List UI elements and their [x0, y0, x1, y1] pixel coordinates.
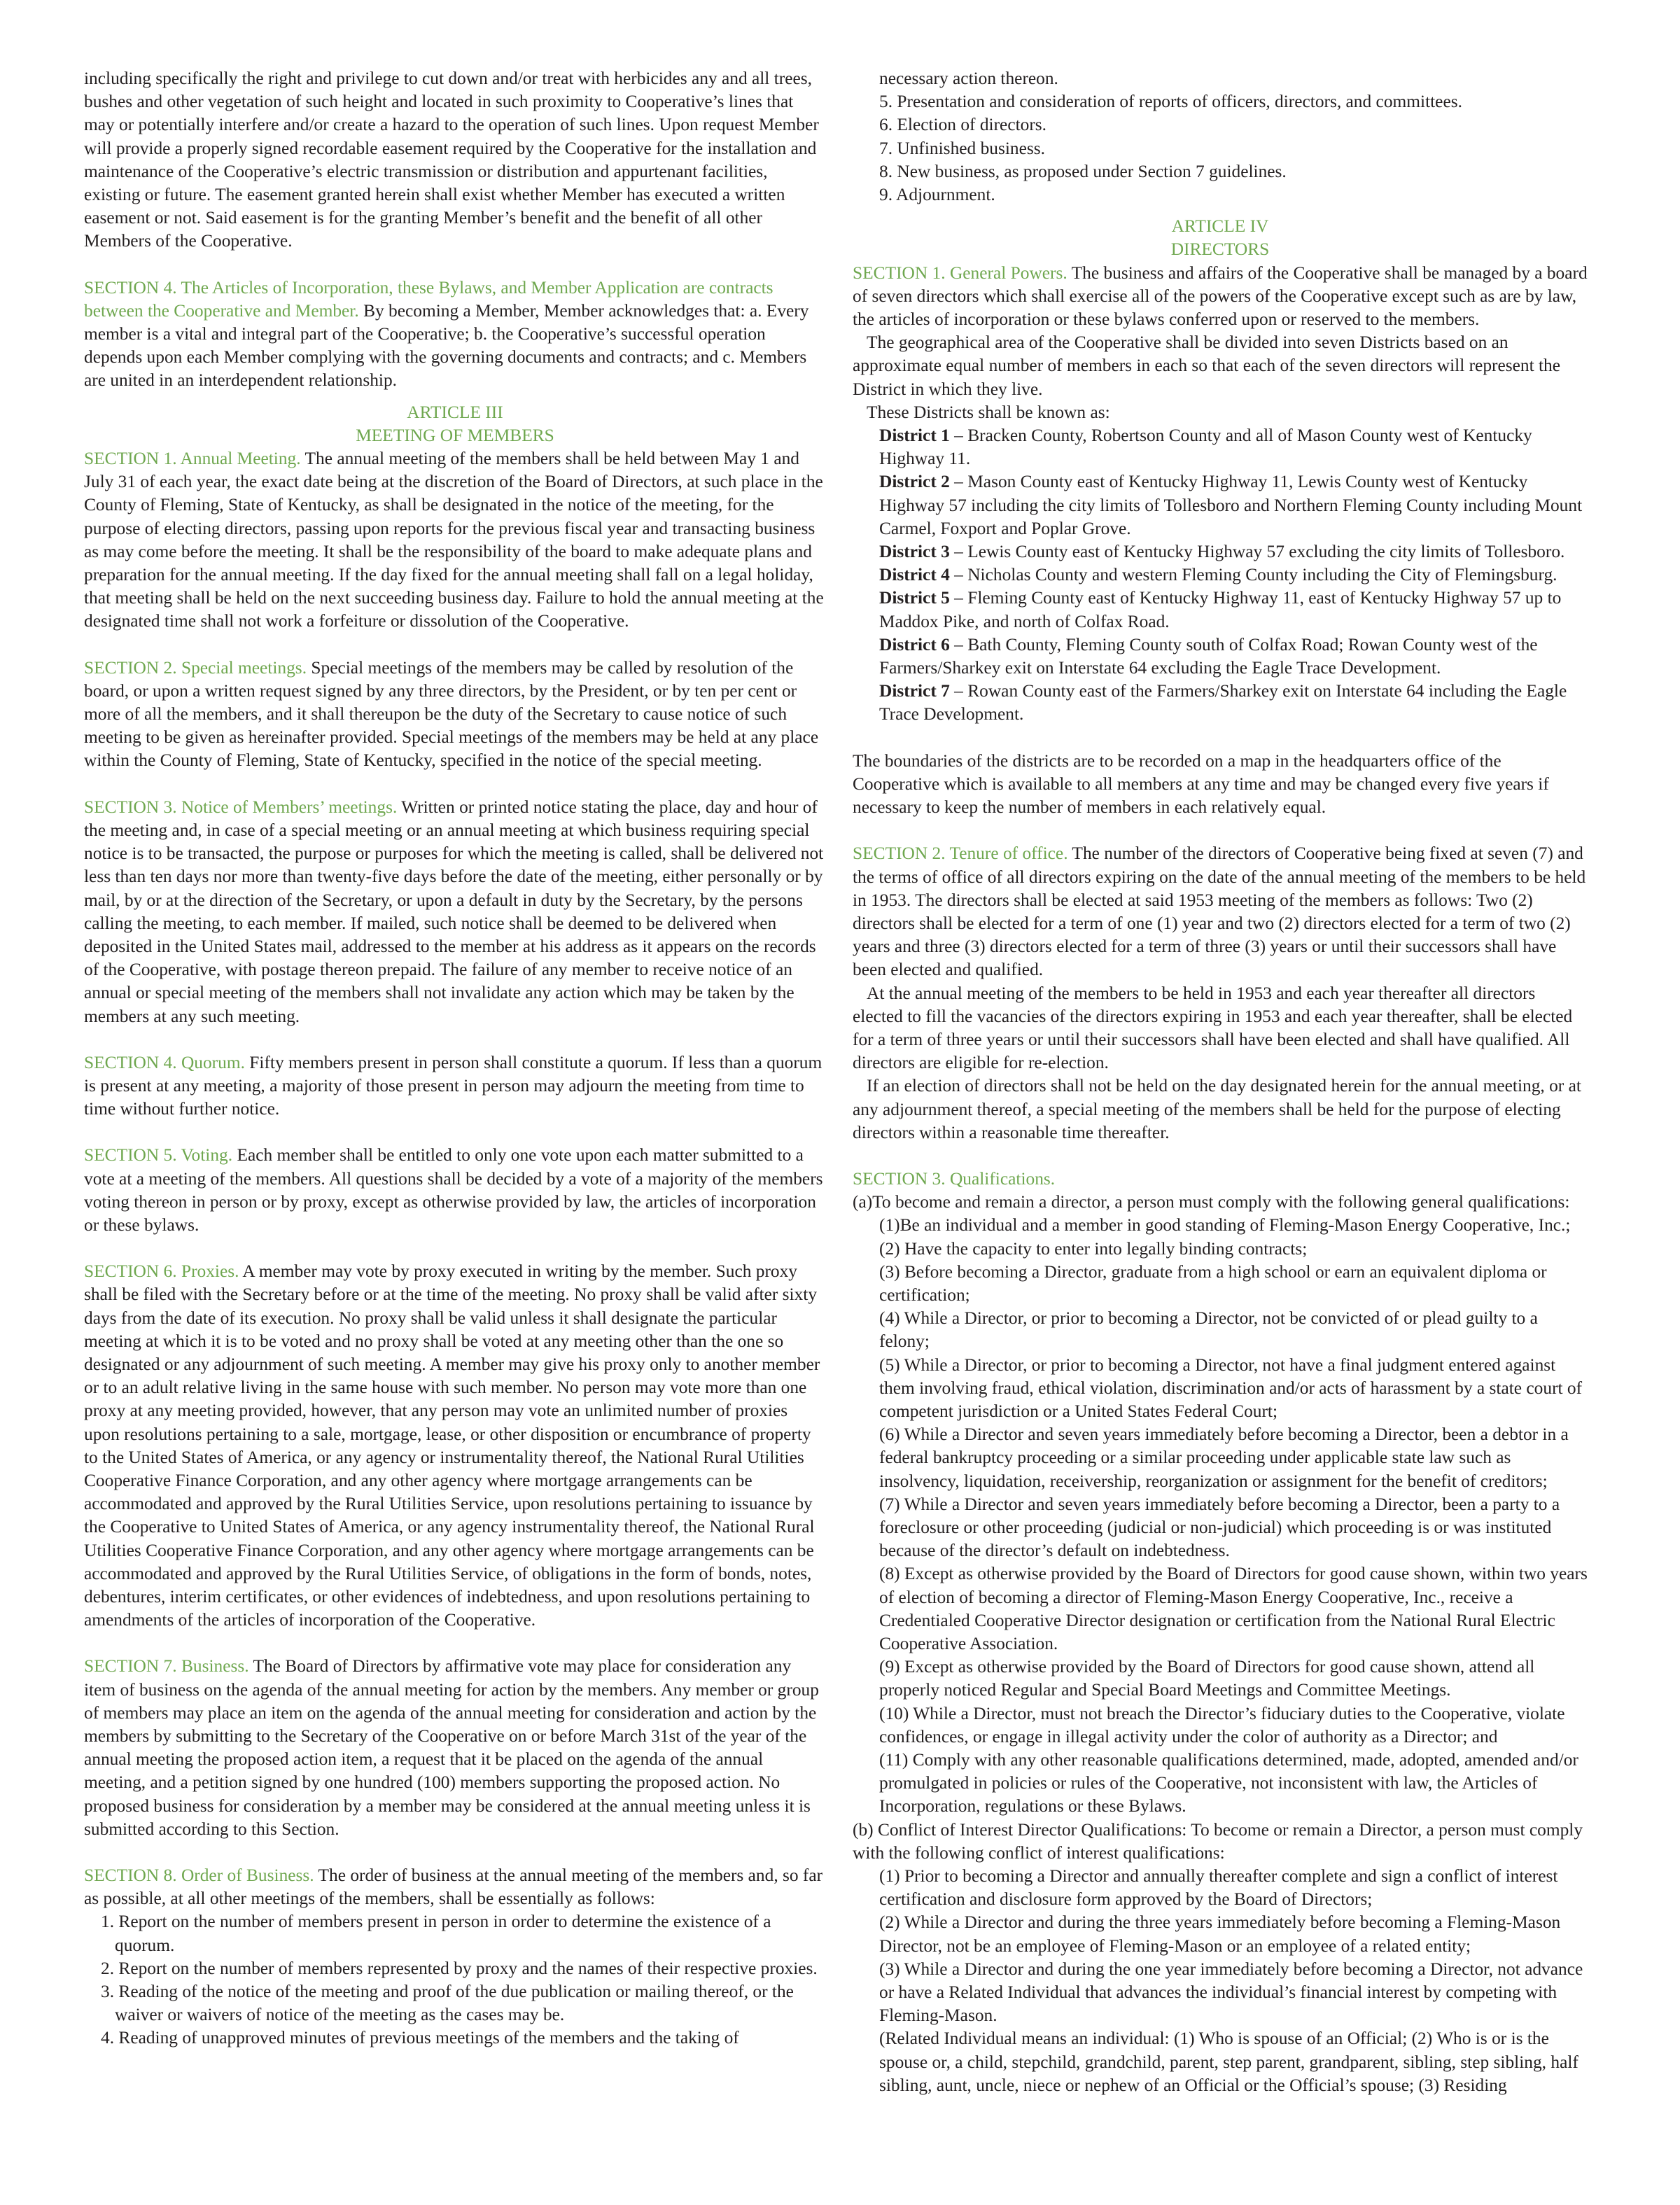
- a4-section-3-heading: SECTION 3. Qualifications.: [853, 1168, 1056, 1189]
- district-boundaries-paragraph: The boundaries of the districts are to be recorded on a map in the headquarters office of the Cooperative which is available to all members at any time and may be changed every five years if necessary to keep the number of members in each relatively equal.: [853, 750, 1549, 818]
- district-1-name: District 1: [879, 426, 950, 446]
- a3-section-5-heading: SECTION 5. Voting.: [84, 1145, 233, 1166]
- a3-section-4-heading: SECTION 4. Quorum.: [84, 1052, 245, 1072]
- district-4: [853, 564, 1588, 587]
- district-1: [853, 424, 1588, 470]
- a3-section-3-body: Written or printed notice stating the place, day and hour of the meeting and, in case of a special meeting or an annual meeting at which business requiring special notice is to be transacted, the purpose or purposes for which the meeting is called, shall be delivered not less than ten days nor more than twenty-five days before the date of the meeting, either personally or by mail, by or at the direction of the Secretary, or upon a default in duty by the Secretary, by the persons calling the meeting, to each member. If mailed, such notice shall be deemed to be delivered when deposited in the United States mail, addressed to the member at his address as it appears on the records of the Cooperative, with postage thereon prepaid. The failure of any member to receive notice of an annual or special meeting of the members shall not invalidate any action which may be taken by the members at any such meeting.: [84, 797, 824, 1026]
- a3-section-5: [84, 1144, 826, 1237]
- order-item-1: 1. Report on the number of members present in person in order to determine the existence of a quorum.: [101, 1912, 771, 1955]
- district-5-name: District 5: [879, 588, 950, 608]
- a3-section-2: [84, 657, 826, 773]
- district-1-text: – Bracken County, Robertson County and all of Mason County west of Kentucky Highway 11.: [879, 426, 1532, 469]
- a3-section-3-heading: SECTION 3. Notice of Members’ meetings.: [84, 797, 398, 817]
- a3-section-8: [84, 1864, 826, 1910]
- qualification-a-8: (8) Except as otherwise provided by the Board of Directors for good cause shown, within two years of election of becoming a director of Fleming-Mason Energy Cooperative, Inc., receive a Credentialed Cooperative Director designation or certification from the National Rural Electric Cooperative Association.: [879, 1564, 1588, 1653]
- a4-section-1-known-as: These Districts shall be known as:: [867, 402, 1110, 422]
- qualification-a-6: (6) While a Director and seven years immediately before becoming a Director, been a debtor in a federal bankruptcy proceeding or a similar proceeding under applicable state law such as insolvency, liquidation, receivership, reorganization or assignment for the benefit of creditors;: [879, 1424, 1569, 1491]
- qualification-a-5: (5) While a Director, or prior to becoming a Director, not have a final judgment entered against them involving fraud, ethical violation, discrimination and/or acts of harassment by a state court of competent jurisdiction or a United States Federal Court;: [879, 1354, 1583, 1421]
- district-3-name: District 3: [879, 542, 950, 562]
- district-3: [853, 540, 1588, 564]
- order-item-8: 8. New business, as proposed under Section 7 guidelines.: [879, 161, 1287, 181]
- qualification-a-1: (1)Be an individual and a member in good standing of Fleming-Mason Energy Cooperative, Inc.;: [879, 1215, 1571, 1236]
- order-item-9: 9. Adjournment.: [879, 185, 995, 205]
- district-4-name: District 4: [879, 565, 950, 585]
- district-7-text: – Rowan County east of the Farmers/Sharkey exit on Interstate 64 including the Eagle Trace Development.: [879, 681, 1567, 724]
- a3-section-2-body: Special meetings of the members may be called by resolution of the board, or upon a written request signed by any three directors, by the President, or by ten per cent or more of all the members, and it shall thereupon be the duty of the Secretary to cause notice of such meeting to be given as hereinafter provided. Special meetings of the members may be held at any place within the County of Fleming, State of Kentucky, specified in the notice of the special meeting.: [84, 657, 819, 771]
- district-4-text: – Nicholas County and western Fleming County including the City of Flemingsburg.: [949, 565, 1558, 585]
- a4-section-2-annual-election: At the annual meeting of the members to be held in 1953 and each year thereafter all directors elected to fill the vacancies of the directors expiring in 1953 and each year thereafter, shall be elected for a term of three years or until their successors shall have been elected and shall have qualified. All directors are eligible for re-election.: [853, 983, 1573, 1073]
- qualification-a-7: (7) While a Director and seven years immediately before becoming a Director, been a party to a foreclosure or other proceeding (judicial or non-judicial) which proceeding is or was instituted because of the director’s default on indebtedness.: [879, 1494, 1560, 1561]
- qualifications-a-intro: (a)To become and remain a director, a person must comply with the following general qualifications:: [853, 1192, 1570, 1212]
- qualification-a-3: (3) Before becoming a Director, graduate from a high school or earn an equivalent diploma or certification;: [879, 1261, 1547, 1305]
- qualification-b-2: (2) While a Director and during the three years immediately before becoming a Fleming-Mason Director, not be an employee of Fleming-Mason or an employee of a related entity;: [879, 1912, 1561, 1956]
- a4-section-2-heading: SECTION 2. Tenure of office.: [853, 844, 1068, 864]
- qualification-b-3: (3) While a Director and during the one year immediately before becoming a Director, not advance or have a Related Individual that advances the individual’s financial interest by competing with Fleming-Mason.: [879, 1959, 1583, 2026]
- a3-section-6: [84, 1260, 826, 1632]
- district-7: [853, 680, 1588, 726]
- right-column: [853, 67, 1588, 2097]
- qualification-b-1: (1) Prior to becoming a Director and annually thereafter complete and sign a conflict of interest certification and disclosure form approved by the Board of Directors;: [879, 1866, 1558, 1910]
- district-6: [853, 634, 1588, 680]
- qualification-a-9: (9) Except as otherwise provided by the Board of Directors for good cause shown, attend all properly noticed Regular and Special Board Meetings and Committee Meetings.: [879, 1657, 1535, 1700]
- qualification-a-4: (4) While a Director, or prior to becoming a Director, not be convicted of or plead guilty to a felony;: [879, 1308, 1538, 1352]
- district-6-text: – Bath County, Fleming County south of Colfax Road; Rowan County west of the Farmers/Sharkey exit on Interstate 64 excluding the Eagle Trace Development.: [879, 634, 1538, 678]
- a4-section-2: [853, 842, 1588, 981]
- district-2: [853, 470, 1588, 540]
- order-item-5: 5. Presentation and consideration of reports of officers, directors, and committees.: [879, 92, 1462, 112]
- a3-section-7-heading: SECTION 7. Business.: [84, 1656, 249, 1676]
- a3-section-7: [84, 1655, 826, 1841]
- article-3-title: ARTICLE III: [407, 402, 503, 422]
- district-5: [853, 587, 1588, 633]
- order-item-2: 2. Report on the number of members represented by proxy and the names of their respective proxies.: [101, 1958, 818, 1978]
- a3-section-1: [84, 447, 826, 634]
- related-individual-definition: (Related Individual means an individual: (1) Who is spouse of an Official; (2) Who is or is the spouse or, a child, stepchild, grandchild, parent, step parent, grandparent, sibling, step sibling, half sibling, aunt, uncle, niece or nephew of an Official or the Official’s spouse; (3) Residing: [879, 2029, 1578, 2095]
- district-7-name: District 7: [879, 681, 950, 701]
- article-4-subtitle: DIRECTORS: [1170, 239, 1270, 260]
- section-4-body: By becoming a Member, Member acknowledges that: a. Every member is a vital and integral part of the Cooperative; b. the Cooperative’s successful operation depends upon each Member complying with the governing documents and contracts; and c. Members are united in an interdependent relationship.: [84, 300, 809, 391]
- qualifications-b-intro: (b) Conflict of Interest Director Qualifications: To become or remain a Director, a person must comply with the following conflict of interest qualifications:: [853, 1819, 1583, 1863]
- a3-section-1-heading: SECTION 1. Annual Meeting.: [84, 449, 301, 469]
- a3-section-8-body: The order of business at the annual meeting of the members and, so far as possible, at all other meetings of the members, shall be essentially as follows:: [84, 1865, 823, 1909]
- a4-section-1-districts-intro: The geographical area of the Cooperative shall be divided into seven Districts based on an approximate equal number of members in each so that each of the seven directors will represent the District in which they live.: [853, 332, 1561, 399]
- a3-section-4-body: Fifty members present in person shall constitute a quorum. If less than a quorum is present at any meeting, a majority of those present in person may adjourn the meeting from time to time without further notice.: [84, 1052, 822, 1119]
- order-item-6: 6. Election of directors.: [879, 115, 1047, 135]
- qualification-a-10: (10) While a Director, must not breach the Director’s fiduciary duties to the Cooperative, violate confidences, or engage in illegal activity under the color of authority as a Director; and: [879, 1703, 1565, 1746]
- qualification-a-2: (2) Have the capacity to enter into legally binding contracts;: [879, 1238, 1308, 1259]
- article-4-title: ARTICLE IV: [1171, 216, 1269, 237]
- a3-section-5-body: Each member shall be entitled to only one vote upon each matter submitted to a vote at a meeting of the members. All questions shall be decided by a vote of a majority of the members voting thereon in person or by proxy, except as otherwise provided by law, the articles of incorporation or these bylaws.: [84, 1145, 823, 1235]
- a3-section-2-heading: SECTION 2. Special meetings.: [84, 657, 307, 678]
- district-3-text: – Lewis County east of Kentucky Highway 57 excluding the city limits of Tollesboro.: [949, 542, 1565, 562]
- order-item-4-continued: necessary action thereon.: [879, 69, 1058, 88]
- order-item-4: 4. Reading of unapproved minutes of previous meetings of the members and the taking of: [101, 2028, 739, 2048]
- a3-section-3: [84, 796, 826, 1028]
- a4-section-1: [853, 262, 1588, 332]
- article-3-subtitle: MEETING OF MEMBERS: [356, 425, 554, 445]
- a4-section-2-body: The number of the directors of Cooperative being fixed at seven (7) and the terms of office of all directors expiring on the date of the annual meeting of the members to be held in 1953. The directors shall be elected at said 1953 meeting of the members as follows: Two (2) directors shall be elected for a term of one (1) year and two (2) directors elected for a term of two (2) years and three (3) directors elected for a term of three (3) years or until their successors shall have been elected and qualified.: [853, 844, 1586, 980]
- section-4-contracts: [84, 276, 826, 393]
- left-column: [84, 67, 826, 2050]
- district-6-name: District 6: [879, 634, 950, 654]
- a3-section-6-heading: SECTION 6. Proxies.: [84, 1261, 239, 1282]
- a3-section-8-heading: SECTION 8. Order of Business.: [84, 1865, 314, 1886]
- district-2-text: – Mason County east of Kentucky Highway 11, Lewis County west of Kentucky Highway 57 including the city limits of Tollesboro and Northern Fleming County including Mount Carmel, Foxport and Poplar Grove.: [879, 472, 1583, 538]
- section-4-heading: SECTION 4. The Articles of Incorporation, these Bylaws, and Member Application are contracts between the Cooperative and Member.: [84, 277, 774, 321]
- district-2-name: District 2: [879, 472, 950, 492]
- order-item-3: 3. Reading of the notice of the meeting and proof of the due publication or mailing thereof, or the waiver or waivers of notice of the meeting as the cases may be.: [101, 1982, 794, 2025]
- a4-section-1-body: The business and affairs of the Cooperative shall be managed by a board of seven directors which shall exercise all of the powers of the Cooperative except such as are by law, the articles of incorporation or these bylaws conferred upon or reserved to the members.: [853, 262, 1588, 330]
- qualification-a-11: (11) Comply with any other reasonable qualifications determined, made, adopted, amended and/or promulgated in policies or rules of the Cooperative, not inconsistent with law, the Articles of Incorporation, regulations or these Bylaws.: [879, 1750, 1578, 1816]
- district-5-text: – Fleming County east of Kentucky Highway 11, east of Kentucky Highway 57 up to Maddox Pike, and north of Colfax Road.: [879, 588, 1562, 631]
- a3-section-4: [84, 1051, 826, 1121]
- easement-paragraph: including specifically the right and privilege to cut down and/or treat with herbicides any and all trees, bushes and other vegetation of such height and located in such proximity to Cooperative’s lines that may or potentially interfere and/or create a hazard to the operation of such lines. Upon request Member will provide a properly signed recordable easement required by the Cooperative for the installation and maintenance of the Cooperative’s electric transmission or distribution and appurtenant facilities, existing or future. The easement granted herein shall exist whether Member has executed a written easement or not. Said easement is for the granting Member’s benefit and the benefit of all other Members of the Cooperative.: [84, 69, 819, 251]
- order-item-7: 7. Unfinished business.: [879, 138, 1045, 158]
- a3-section-6-body: A member may vote by proxy executed in writing by the member. Such proxy shall be filed with the Secretary before or at the time of the meeting. No proxy shall be valid after sixty days from the date of its execution. No proxy shall be valid unless it shall designate the particular meeting at which it is to be voted and no proxy shall be voted at any meeting other than the one so designated or any adjournment of such meeting. A member may give his proxy only to another member or to an adult relative living in the same house with such member. No person may vote more than one proxy at any meeting provided, however, that any person may vote an unlimited number of proxies upon resolutions pertaining to a sale, mortgage, lease, or other disposition or encumbrance of property to the United States of America, or any agency or instrumentality thereof, the National Rural Utilities Cooperative Finance Corporation, and any other agency where mortgage arrangements can be accommodated and approved by the Rural Utilities Service, upon resolutions pertaining to issuance by the Cooperative to United States of America, or any agency instrumentality thereof, the National Rural Utilities Cooperative Finance Corporation, and any other agency where mortgage arrangements can be accommodated and approved by the Rural Utilities Service, of obligations in the form of bonds, notes, debentures, interim certificates, or other evidences of indebtedness, and upon resolutions pertaining to amendments of the articles of incorporation of the Cooperative.: [84, 1261, 820, 1630]
- a3-section-1-body: The annual meeting of the members shall be held between May 1 and July 31 of each year, the exact date being at the discretion of the Board of Directors, at such place in the County of Fleming, State of Kentucky, as shall be designated in the notice of the meeting, for the purpose of electing directors, passing upon reports for the previous fiscal year and transacting business as may come before the meeting. It shall be the responsibility of the board to make adequate plans and preparation for the annual meeting. If the day fixed for the annual meeting shall fall on a legal holiday, that meeting shall be held on the next succeeding business day. Failure to hold the annual meeting at the designated time shall not work a forfeiture or dissolution of the Cooperative.: [84, 449, 824, 631]
- a4-section-1-heading: SECTION 1. General Powers.: [853, 262, 1068, 283]
- a4-section-2-special-election: If an election of directors shall not be held on the day designated herein for the annual meeting, or at any adjournment thereof, a special meeting of the members shall be held for the purpose of electing directors within a reasonable time thereafter.: [853, 1076, 1581, 1142]
- a3-section-7-body: The Board of Directors by affirmative vote may place for consideration any item of business on the agenda of the annual meeting for action by the members. Any member or group of members may place an item on the agenda of the annual meeting for consideration and action by the members by submitting to the Secretary of the Cooperative on or before March 31st of the year of the annual meeting the proposed action item, a request that it be placed on the agenda of the annual meeting, and a petition signed by one hundred (100) members supporting the proposed action. No proposed business for consideration by a member may be considered at the annual meeting unless it is submitted according to this Section.: [84, 1656, 819, 1839]
